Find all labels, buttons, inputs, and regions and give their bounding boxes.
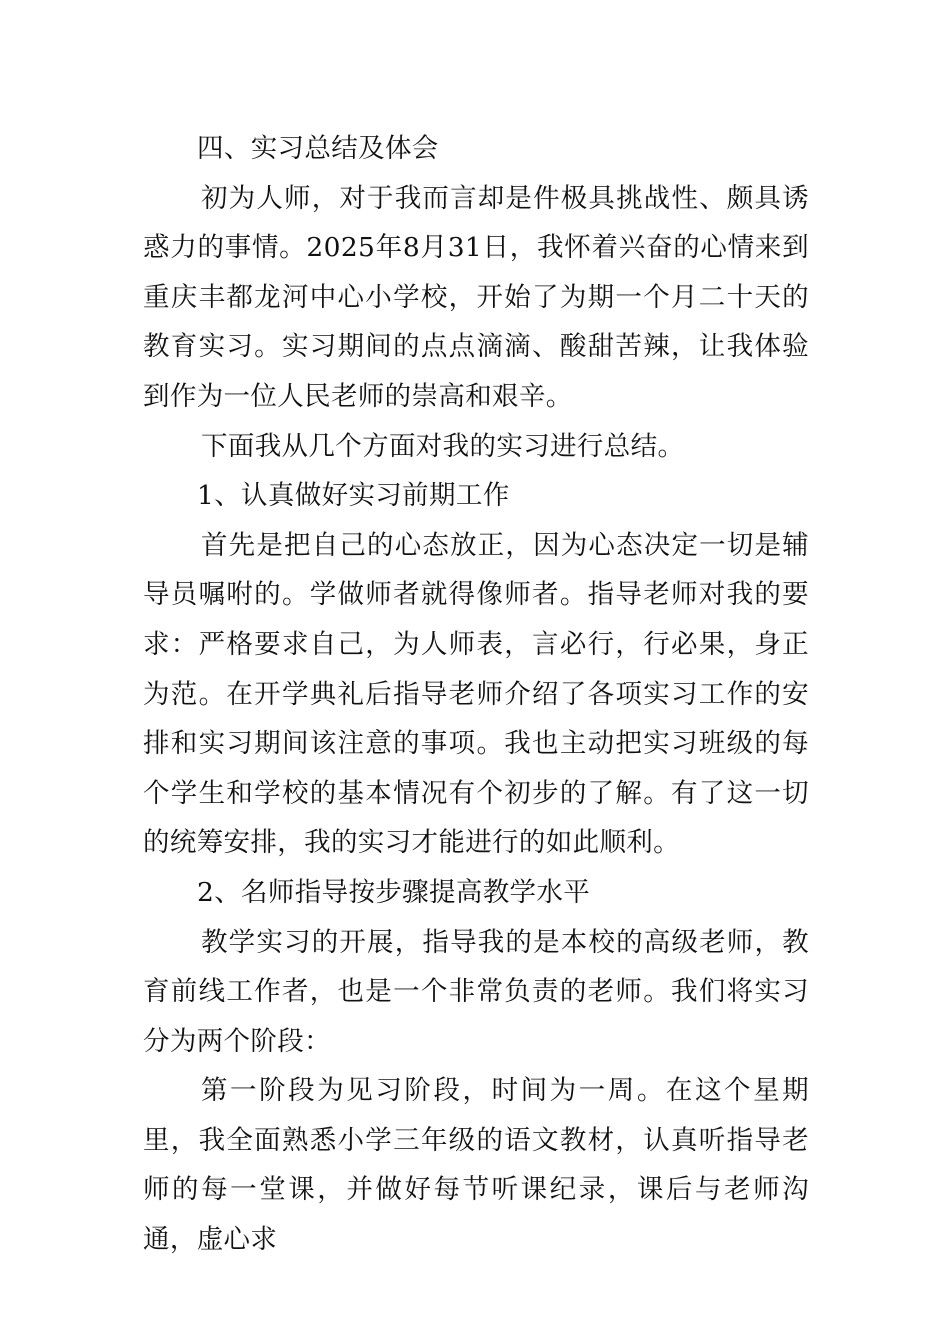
section-heading: 四、实习总结及体会 bbox=[197, 133, 439, 164]
subsection-1-paragraph: 首先是把自己的心态放正，因为心态决定一切是辅导员嘱咐的。学做师者就得像师者。指导老师对我的要求：严格要求自己，为人师表，言必行，行必果，身正为范。在开学典礼后指导老师介绍了各项实习工作的安排和实习期间该注意的事项。我也主动把实习班级的每个学生和学校的基本情况有个初步的了解。有了这一切的统筹安排，我的实习才能进行的如此顺利。 bbox=[143, 529, 809, 859]
subsection-heading-2: 2、名师指导按步骤提高教学水平 bbox=[197, 876, 591, 908]
stage-1-paragraph: 第一阶段为见习阶段，时间为一周。在这个星期里，我全面熟悉小学三年级的语文教材，认真听指导老师的每一堂课，并做好每节听课纪录，课后与老师沟通，虚心求 bbox=[143, 1075, 809, 1256]
intro-paragraph: 初为人师，对于我而言却是件极具挑战性、颇具诱惑力的事情。2025年8月31日，我怀着兴奋的心情来到重庆丰都龙河中心小学校，开始了为期一个月二十天的教育实习。实习期间的点点滴滴、酸甜苦辣，让我体验到作为一位人民老师的崇高和艰辛。 bbox=[143, 182, 809, 412]
subsection-2-paragraph: 教学实习的开展，指导我的是本校的高级老师，教育前线工作者，也是一个非常负责的老师。我们将实习分为两个阶段： bbox=[143, 926, 809, 1057]
summary-lead-paragraph: 下面我从几个方面对我的实习进行总结。 bbox=[201, 430, 685, 462]
subsection-heading-1: 1、认真做好实习前期工作 bbox=[197, 480, 510, 512]
document-body bbox=[143, 124, 809, 1265]
